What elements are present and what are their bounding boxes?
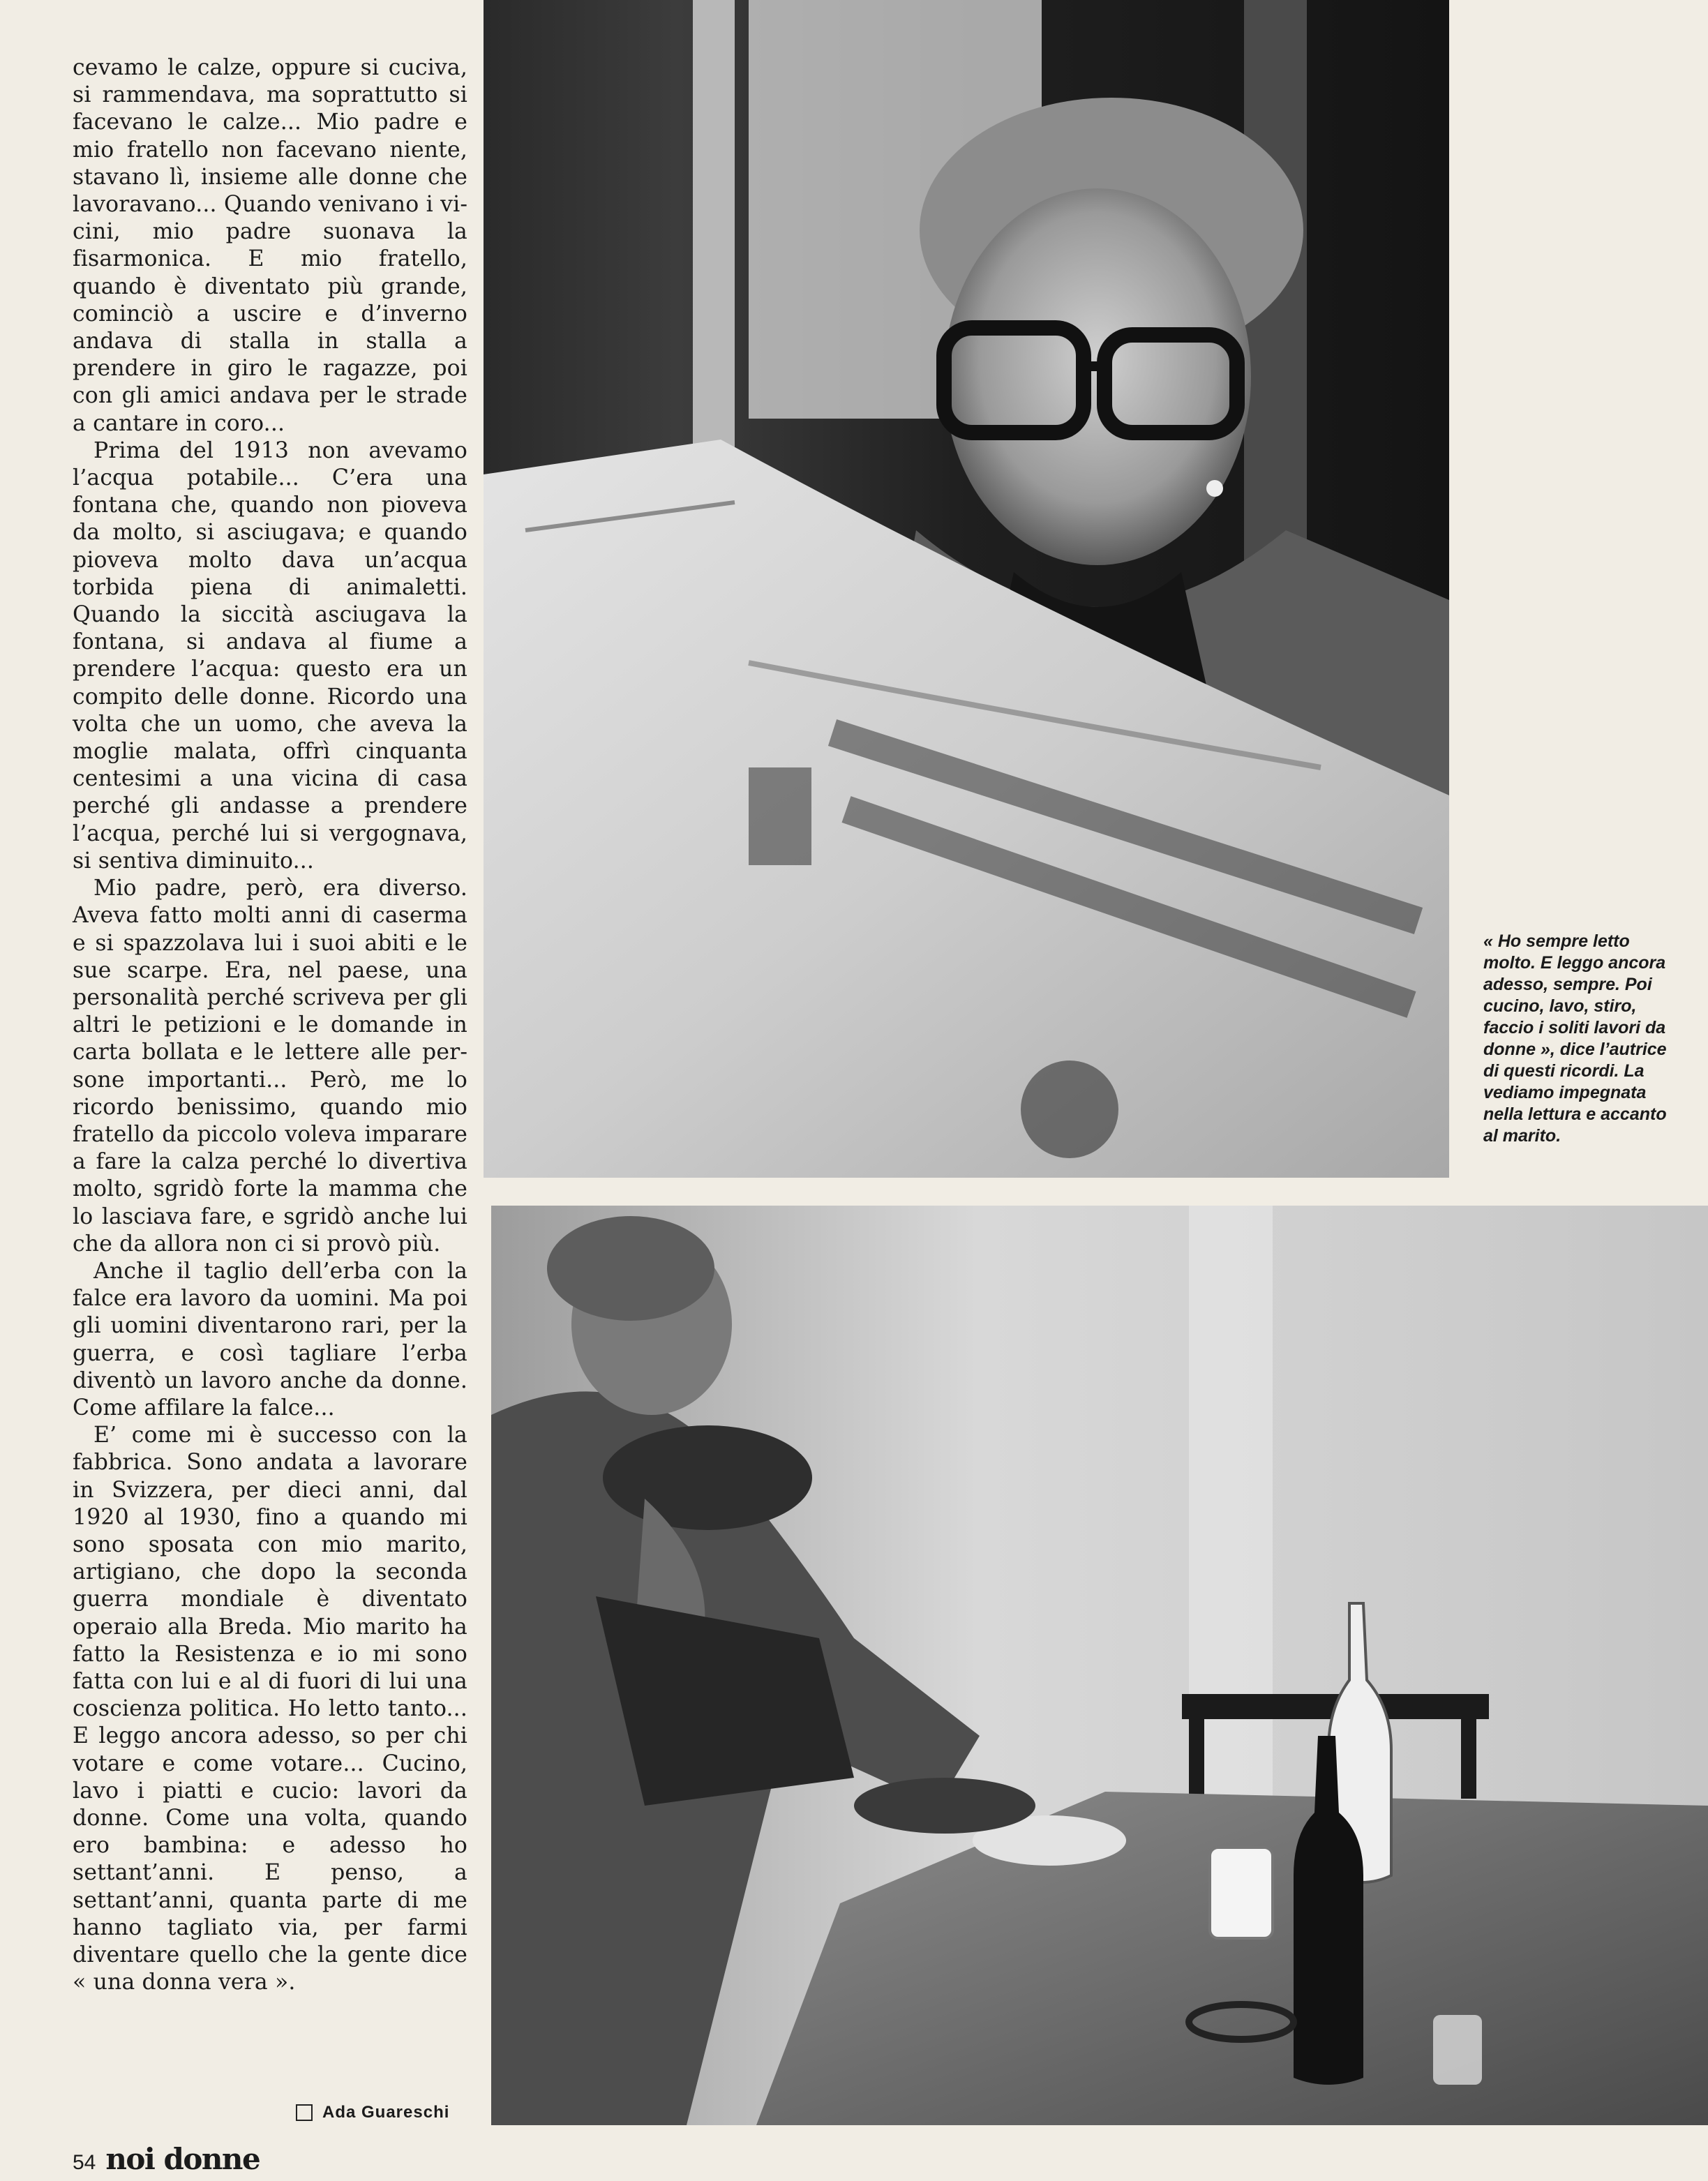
page-footer [73,2142,260,2176]
article-paragraph-1: cevamo le calze, oppure si cuciva, si rammendava, ma soprattutto si facevano le calze... Mio padre e mio fratello non facevano niente, stavano lì, insieme alle donne che lavoravano... Quando venivano i vicini, mio padre suonava la fisarmonica. E mio fratello, quando è diventato più grande, cominciò a uscire e d’inverno andava di stalla in stalla a prendere in giro le ragazze, poi con gli amici andava per le strade a cantare in coro... [73,55,467,436]
page-number: 54 [73,2151,96,2174]
magazine-logo: noi donne [105,2142,260,2176]
photo-woman-serving-husband [491,1206,1708,2125]
article-paragraph-2: Prima del 1913 non avevamo l’acqua potabile... C’era una fontana che, quando non pioveva da molto, si asciugava; e quando pioveva molto dava un’acqua torbida piena di animaletti. Quando la siccità asciugava la fontana, si andava al fiume a prendere l’acqua: questo era un compito delle donne. Ricordo una volta che un uomo, che aveva la moglie malata, offrì cinquanta centesimi a una vicina di casa perché gli andasse a prendere l’acqua, perché lui si vergognava, si sentiva diminuito... [73,437,467,874]
article-paragraph-3: Mio padre, però, era diverso. Aveva fatto molti anni di caserma e si spazzolava lui i suoi abiti e le sue scarpe. Era, nel paese, una personalità perché scriveva per gli altri le petizioni e le domande in carta bollata e le lettere alle persone importanti... Però, me lo ricordo benissimo, quando mio fratello da piccolo voleva imparare a fare la calza perché lo divertiva molto, sgridò forte la mamma che lo lasciava fare, e sgridò anche lui che da allora non ci si provò più. [73,876,467,1257]
end-mark-icon [296,2104,313,2121]
article-body [73,54,467,1996]
article-paragraph-5: E’ come mi è successo con la fabbrica. Sono andata a lavorare in Svizzera, per dieci anni, dal 1920 al 1930, fino a quando mi sono sposata con mio marito, artigiano, che dopo la seconda guerra mondiale è diventato operaio alla Breda. Mio marito ha fatto la Resistenza e io mi sono fatta con lui e al di fuori di lui una coscienza politica. Ho letto tanto... E leggo ancora adesso, so per chi votare e come votare... Cucino, lavo i piatti e cucio: lavori da donne. Come una volta, quando ero bambina: e adesso ho settant’anni. E penso, a settant’anni, quanta parte di me hanno tagliato via, per farmi diventare quello che la gente dice « una donna vera ». [73,1423,467,1995]
author-signature [296,2103,449,2122]
article-paragraph-4: Anche il taglio dell’erba con la falce era lavoro da uomini. Ma poi gli uomini diventarono rari, per la guerra, e così tagliare l’erba diventò un lavoro anche da donne. Come affilare la falce... [73,1258,467,1421]
photo-woman-reading [484,0,1449,1178]
author-name: Ada Guareschi [322,2103,450,2122]
photo-caption: « Ho sempre letto molto. E leggo ancora adesso, sempre. Poi cucino, lavo, stiro, faccio i soliti lavori da donne », dice l’autrice di questi ricordi. La vediamo impegnata nella lettura e accanto al marito. [1483,931,1667,1146]
